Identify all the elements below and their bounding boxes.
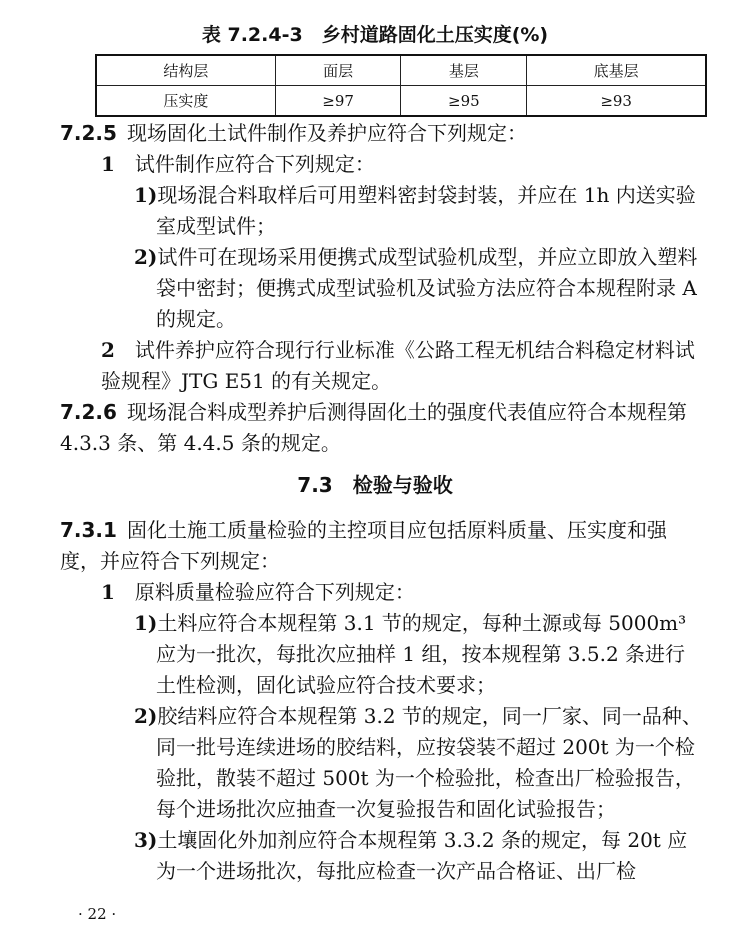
table-cell: ≥95: [401, 86, 527, 117]
clause-number: 7.3.1: [60, 518, 117, 542]
subitem-text: 试件可在现场采用便携式成型试验机成型，并应立即放入塑料袋中密封；便携式成型试验机及试验方法应符合本规程附录 A 的规定。: [156, 245, 698, 331]
subitem-number: 2): [134, 704, 158, 728]
subitem-1: [0, 180, 750, 242]
item-number: 2: [101, 338, 115, 362]
subitem-number: 2): [134, 245, 158, 269]
subitem-2: [0, 701, 750, 825]
subitem-number: 1): [134, 183, 158, 207]
subitem-text: 胶结料应符合本规程第 3.2 节的规定，同一厂家、同一品种、同一批号连续进场的胶结料，应按袋装不超过 200t 为一个检验批，散装不超过 500t 为一个检验批，检查出厂检验报告，每个进场批次应抽查一次复验报告和固化试验报告；: [156, 704, 702, 821]
subitem-3: [0, 825, 750, 887]
table-cell: ≥97: [275, 86, 401, 117]
item-number: 1: [101, 580, 115, 604]
clause-7-2-5: [0, 118, 750, 149]
item-2: [0, 335, 750, 397]
table-header-cell: 基层: [401, 55, 527, 86]
table-header-cell: 底基层: [527, 55, 706, 86]
clause-text: 现场混合料成型养护后测得固化土的强度代表值应符合本规程第 4.3.3 条、第 4.4.5 条的规定。: [60, 400, 687, 455]
page-number: · 22 ·: [78, 905, 117, 923]
clause-text: 固化土施工质量检验的主控项目应包括原料质量、压实度和强度，并应符合下列规定：: [60, 518, 667, 573]
item-text: 试件养护应符合现行行业标准《公路工程无机结合料稳定材料试验规程》JTG E51 的有关规定。: [101, 338, 695, 393]
subitem-number: 1): [134, 611, 158, 635]
item-text: 试件制作应符合下列规定：: [134, 152, 375, 176]
item-1: [0, 149, 750, 180]
item-text: 原料质量检验应符合下列规定：: [134, 580, 415, 604]
table-header-cell: 结构层: [96, 55, 275, 86]
table-header-row: [96, 55, 706, 86]
table-caption: 表 7.2.4-3 乡村道路固化土压实度(%): [201, 24, 549, 46]
table-header-cell: 面层: [275, 55, 401, 86]
table-row: [96, 86, 706, 117]
compaction-table: [95, 54, 707, 117]
table-cell: 压实度: [96, 86, 275, 117]
item-1: [0, 577, 750, 608]
clause-number: 7.2.6: [60, 400, 117, 424]
subitem-text: 土料应符合本规程第 3.1 节的规定，每种土源或每 5000m³ 应为一批次，每批次应抽样 1 组，按本规程第 3.5.2 条进行土性检测，固化试验应符合技术要求；: [156, 611, 687, 697]
subitem-text: 土壤固化外加剂应符合本规程第 3.3.2 条的规定，每 20t 应为一个进场批次，每批应检查一次产品合格证、出厂检: [156, 828, 688, 883]
clause-7-2-6: [0, 397, 750, 459]
table-cell: ≥93: [527, 86, 706, 117]
clause-number: 7.2.5: [60, 121, 117, 145]
subitem-number: 3): [134, 828, 158, 852]
subitem-1: [0, 608, 750, 701]
clause-7-3-1: [0, 515, 750, 577]
clause-text: 现场固化土试件制作及养护应符合下列规定：: [126, 121, 527, 145]
subitem-2: [0, 242, 750, 335]
document-body: [0, 118, 750, 887]
subitem-text: 现场混合料取样后可用塑料密封袋封装，并应在 1h 内送实验室成型试件；: [156, 183, 696, 238]
item-number: 1: [101, 152, 115, 176]
section-heading: 7.3 检验与验收: [297, 473, 453, 497]
